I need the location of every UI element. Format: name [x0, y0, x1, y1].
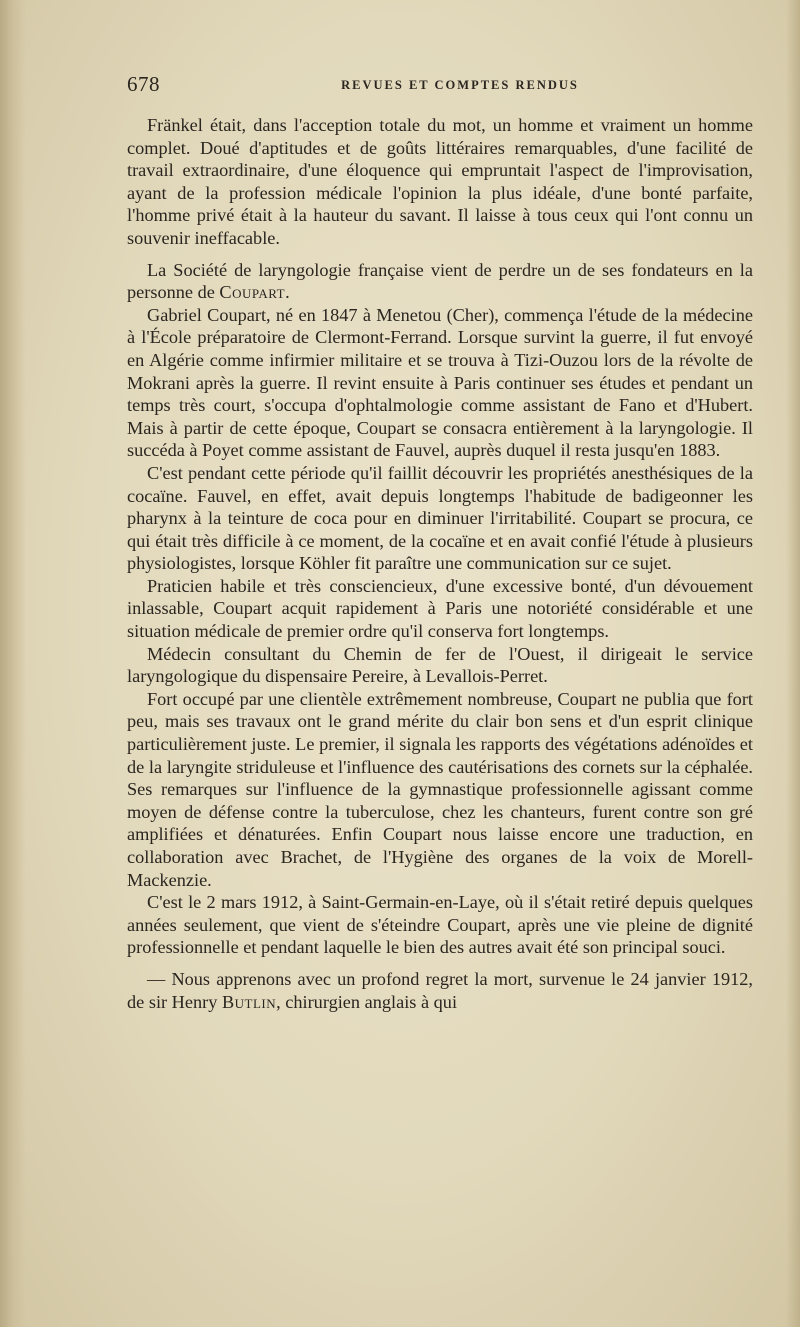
paragraph-cocaine: C'est pendant cette période qu'il faillit découvrir les propriétés anesthésiques de la cocaïne. Fauvel, en effet, avait depuis longtemps l'habitude de badigeonner les pharynx à la teinture de coca pour en diminuer l'irritabilité. Coupart se procura, ce qui était très difficile à ce moment, de la cocaïne et en avait confié l'étude à plusieurs physiologistes, lorsque Köhler fit paraître une communication sur ce sujet.	[127, 462, 753, 574]
person-name: Butlin	[221, 991, 277, 1012]
paragraph-text: .	[285, 282, 290, 303]
page-shadow-left	[0, 0, 26, 1327]
paragraph-deces: C'est le 2 mars 1912, à Saint-Germain-en-Laye, où il s'était retiré depuis quelques années seulement, que vient de s'éteindre Coupart, après une vie pleine de dignité professionnelle et pendant laquelle le bien des autres avait été son principal souci.	[127, 892, 753, 958]
paragraph-biography: Gabriel Coupart, né en 1847 à Menetou (Cher), commença l'étude de la médecine à l'École préparatoire de Clermont-Ferrand. Lorsque survint la guerre, il fut envoyé en Algérie comme infirmier militaire et se trouva à Tizi-Ouzou lors de la révolte de Mokrani après la guerre. Il revint ensuite à Paris continuer ses études et pendant un temps très court, s'occupa d'ophtalmologie comme assistant de Fano et d'Hubert. Mais à partir de cette époque, Coupart se consacra entièrement à la laryngologie. Il succéda à Poyet comme assistant de Fauvel, auprès duquel il resta jusqu'en 1883.	[127, 304, 753, 461]
paragraph-societe	[127, 259, 753, 304]
page-header	[127, 72, 753, 98]
paragraph-text: — Nous apprenons avec un profond regret la mort, survenue le 24 janvier 1912, de sir Henry	[127, 968, 753, 1012]
page-number: 678	[127, 72, 160, 96]
running-head: REVUES ET COMPTES RENDUS	[341, 78, 579, 92]
paragraph-praticien: Praticien habile et très consciencieux, d'une excessive bonté, d'un dévouement inlassable, Coupart acquit rapidement à Paris une notoriété considérable et une situation médicale de premier ordre qu'il conserva fort longtemps.	[127, 575, 753, 642]
paragraph-frankel: Fränkel était, dans l'acception totale du mot, un homme et vraiment un homme complet. Doué d'aptitudes et de goûts littéraires remarquables, d'une facilité de travail extraordinaire, d'une éloquence qui empruntait l'aspect de l'improvisation, ayant de la profession médicale l'opinion la plus idéale, d'une bonté parfaite, l'homme privé était à la hauteur du savant. Il laisse à tous ceux qui l'ont connu un souvenir ineffacable.	[127, 115, 753, 248]
paragraph-text: , chirurgien anglais à qui	[276, 991, 458, 1012]
paragraph-medecin-consultant: Médecin consultant du Chemin de fer de l'Ouest, il dirigeait le service laryngologique du dispensaire Pereire, à Levallois-Perret.	[127, 643, 753, 687]
article-body	[127, 114, 753, 1013]
person-name: Coupart	[219, 282, 286, 303]
paragraph-butlin	[127, 968, 753, 1013]
page-shadow-right	[786, 0, 800, 1327]
paragraph-text: La Société de laryngologie française vient de perdre un de ses fondateurs en la personne de	[127, 259, 753, 303]
paragraph-travaux: Fort occupé par une clientèle extrêmement nombreuse, Coupart ne publia que fort peu, mais ses travaux ont le grand mérite du clair bon sens et d'un esprit clinique particulièrement juste. Le premier, il signala les rapports des végétations adénoïdes et de la laryngite striduleuse et l'influence des cautérisations des cornets sur la céphalée. Ses remarques sur l'influence de la gymnastique professionnelle agissant comme moyen de défense contre la tuberculose, chez les chanteurs, furent contre son gré amplifiées et dénaturées. Enfin Coupart nous laisse encore une traduction, en collaboration avec Brachet, de l'Hygiène des organes de la voix de Morell-Mackenzie.	[127, 688, 753, 890]
